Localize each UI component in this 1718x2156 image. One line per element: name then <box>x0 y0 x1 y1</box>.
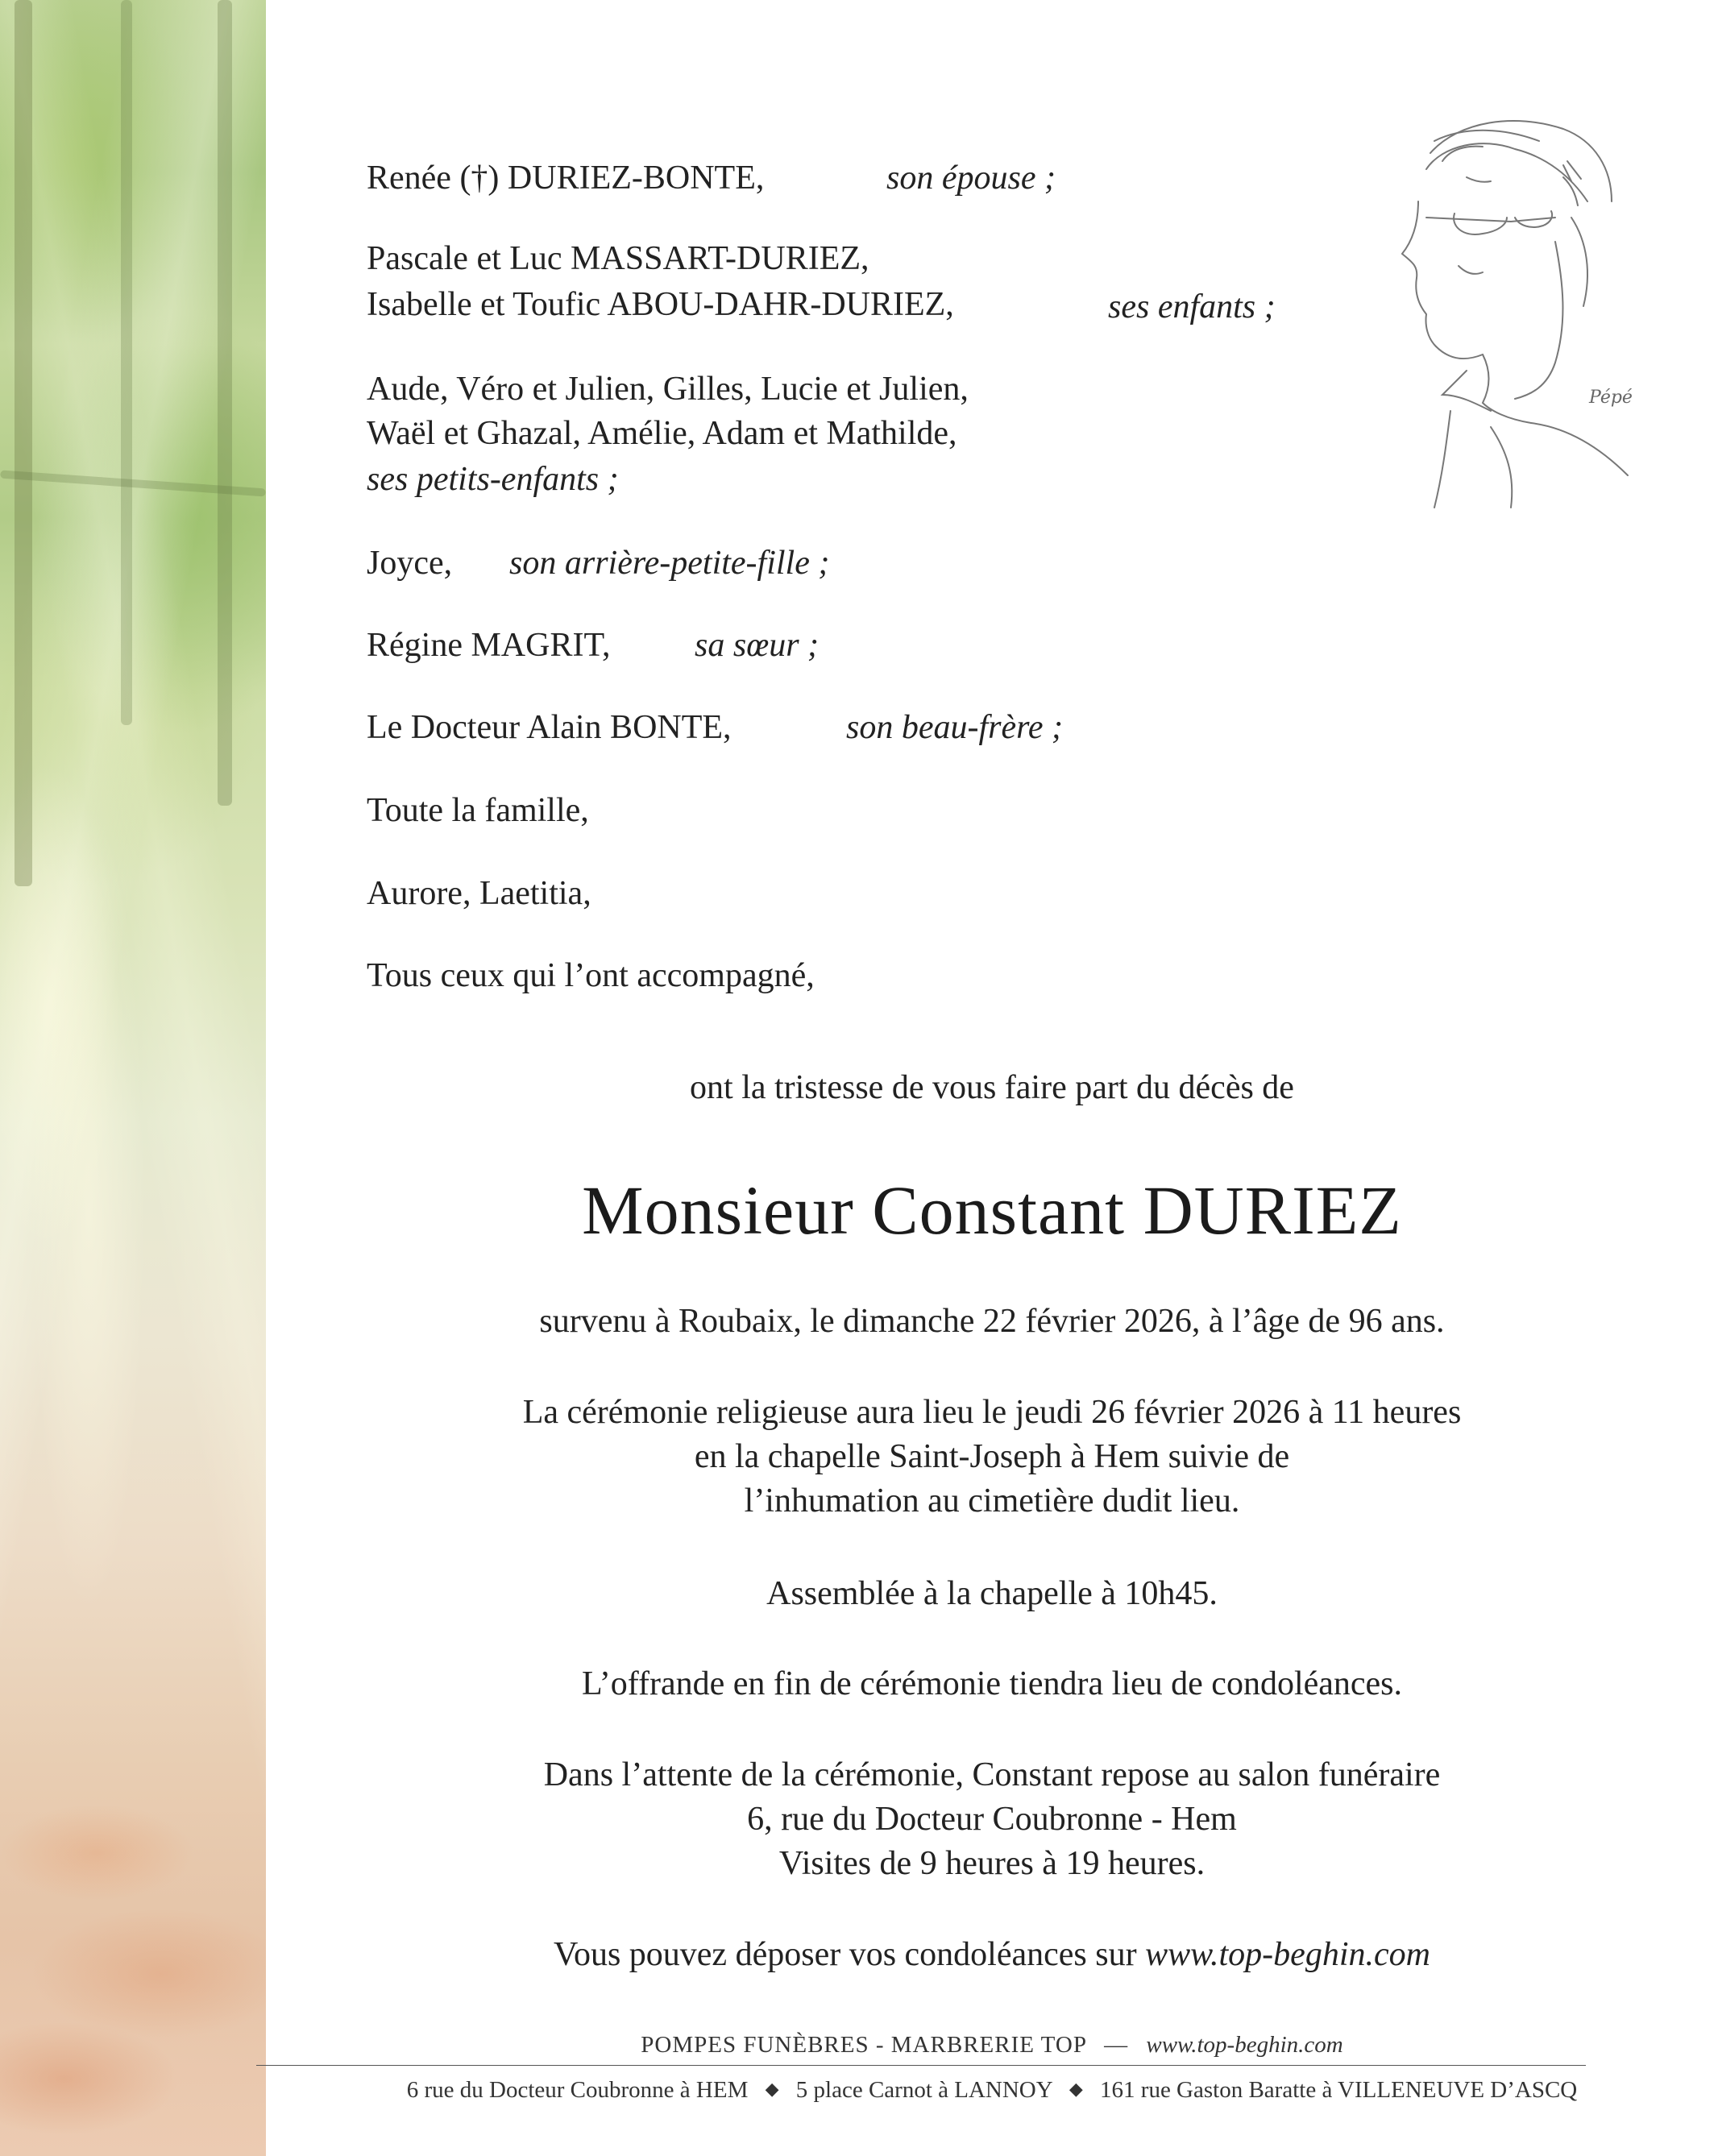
ceremony-line2: en la chapelle Saint-Joseph à Hem suivie de <box>694 1438 1290 1475</box>
grandchildren-role: ses petits-enfants ; <box>367 461 619 498</box>
viewing-line3: Visites de 9 heures à 19 heures. <box>778 1845 1206 1882</box>
viewing-line2: 6, rue du Docteur Coubronne - Hem <box>747 1801 1237 1838</box>
sister-role: sa sœur ; <box>695 627 820 664</box>
brother-in-law-name: Le Docteur Alain BONTE, <box>367 709 732 746</box>
offering-note: L’offrande en fin de cérémonie tiendra lieu de condoléances. <box>581 1665 1403 1702</box>
sister-name: Régine MAGRIT, <box>367 627 611 664</box>
death-details: survenu à Roubaix, le dimanche 22 février 2026, à l’âge de 96 ans. <box>539 1303 1445 1340</box>
footer-company: POMPES FUNÈBRES - MARBRERIE TOP <box>641 2032 1086 2058</box>
grandchildren-line2: Waël et Ghazal, Amélie, Adam et Mathilde, <box>367 415 957 452</box>
wife-role: son épouse ; <box>886 160 1056 197</box>
others-names: Aurore, Laetitia, <box>367 875 591 912</box>
wife-name: Renée (†) DURIEZ-BONTE, <box>367 160 765 197</box>
footer-dash: — <box>1104 2032 1129 2058</box>
deceased-name: Monsieur Constant DURIEZ <box>582 1171 1402 1249</box>
condolences-text: Vous pouvez déposer vos condoléances sur <box>554 1936 1137 1973</box>
great-grandchild-role: son arrière-petite-fille ; <box>509 545 830 582</box>
sketch-signature: Pépé <box>1589 388 1633 408</box>
assembly-time: Assemblée à la chapelle à 10h45. <box>766 1575 1218 1612</box>
condolences-line <box>266 1932 1718 1977</box>
footer-divider <box>256 2065 1586 2066</box>
children-line2: Isabelle et Toufic ABOU-DAHR-DURIEZ, <box>367 286 954 323</box>
footer-addresses <box>266 2077 1718 2104</box>
grandchildren-line1: Aude, Véro et Julien, Gilles, Lucie et Julien, <box>367 371 969 408</box>
ceremony-line1: La cérémonie religieuse aura lieu le jeudi 26 février 2026 à 11 heures <box>522 1394 1462 1431</box>
portrait-sketch <box>1370 105 1692 524</box>
footer-url[interactable]: www.top-beghin.com <box>1146 2032 1343 2058</box>
footer-separator: ◆ <box>765 2079 779 2099</box>
great-grandchild-name: Joyce, <box>367 545 453 582</box>
footer-company-line <box>266 2032 1718 2059</box>
brother-in-law-role: son beau-frère ; <box>846 709 1064 746</box>
ceremony-line3: l’inhumation au cimetière dudit lieu. <box>744 1482 1240 1520</box>
viewing-line1: Dans l’attente de la cérémonie, Constant repose au salon funéraire <box>543 1756 1441 1793</box>
footer-address-hem: 6 rue du Docteur Coubronne à HEM <box>406 2077 749 2103</box>
condolences-link[interactable]: www.top-beghin.com <box>1145 1936 1430 1973</box>
footer-separator: ◆ <box>1069 2079 1083 2099</box>
children-role: ses enfants ; <box>1108 288 1276 325</box>
companions: Tous ceux qui l’ont accompagné, <box>367 957 815 994</box>
announcement: ont la tristesse de vous faire part du décès de <box>690 1069 1294 1106</box>
footer-address-villeneuve: 161 rue Gaston Baratte à VILLENEUVE D’ASCQ <box>1100 2077 1578 2103</box>
forest-photo-band <box>0 0 266 2156</box>
footer-address-lannoy: 5 place Carnot à LANNOY <box>795 2077 1052 2103</box>
whole-family: Toute la famille, <box>367 792 589 829</box>
children-line1: Pascale et Luc MASSART-DURIEZ, <box>367 240 869 277</box>
